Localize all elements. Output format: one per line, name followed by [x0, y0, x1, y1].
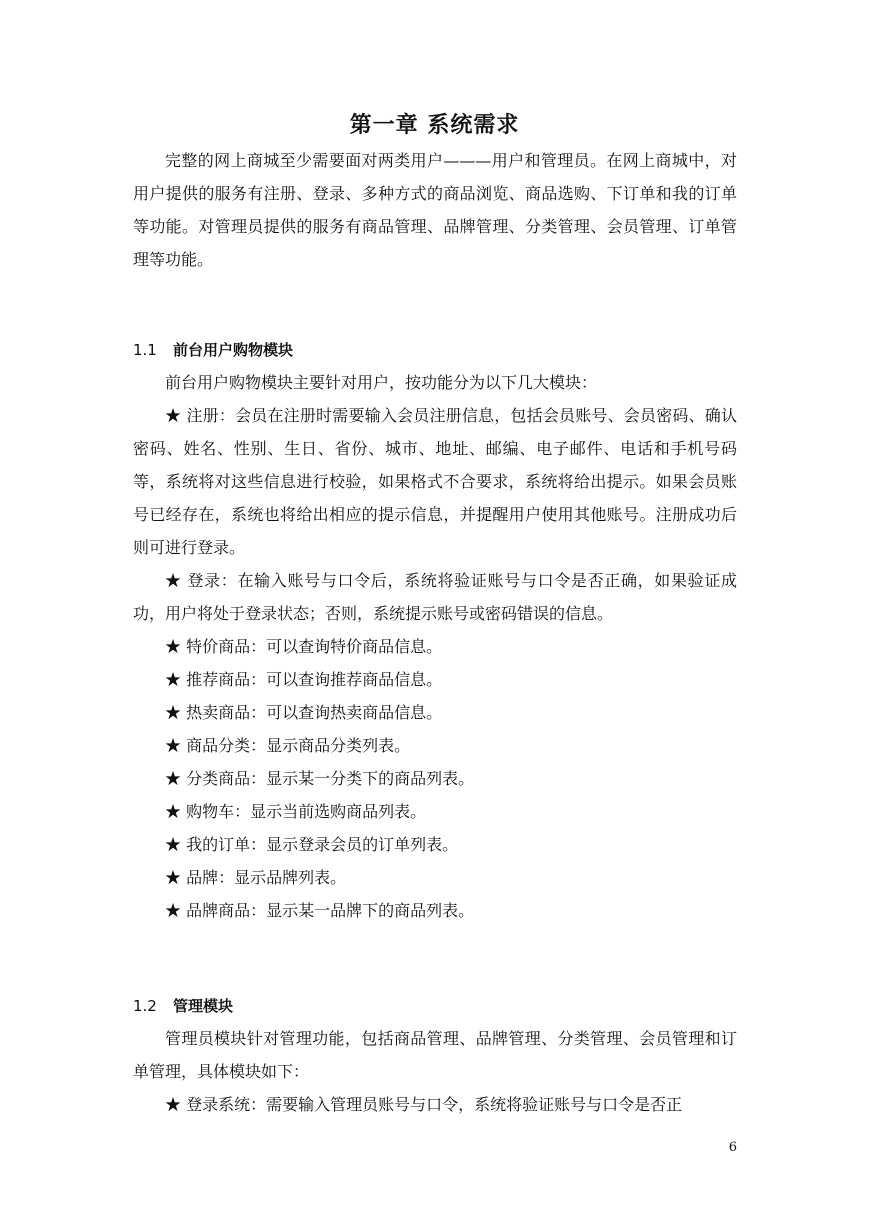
section-number: 1.1 [133, 341, 157, 359]
list-item: ★ 特价商品：可以查询特价商品信息。 [165, 637, 443, 656]
list-item: ★ 热卖商品：可以查询热卖商品信息。 [165, 703, 443, 722]
section2-intro: 管理员模块针对管理功能，包括商品管理、品牌管理、分类管理、会员管理和订单管理，具体模块如下： [133, 1029, 737, 1081]
login-item: ★ 登录：在输入账号与口令后，系统将验证账号与口令是否正确，如果验证成功，用户将处于登录状态；否则，系统提示账号或密码错误的信息。 [133, 571, 737, 623]
list-item: ★ 我的订单：显示登录会员的订单列表。 [165, 835, 459, 854]
register-item: ★ 注册：会员在注册时需要输入会员注册信息，包括会员账号、会员密码、确认密码、姓名、性别、生日、省份、城市、地址、邮编、电子邮件、电话和手机号码等，系统将对这些信息进行校验，如果格式不合要求，系统将给出提示。如果会员账号已经存在，系统也将给出相应的提示信息，并提醒用户使用其他账号。注册成功后则可进行登录。 [133, 406, 737, 557]
page-number: 6 [728, 1140, 737, 1155]
section-title: 管理模块 [173, 997, 234, 1015]
list-item: ★ 购物车：显示当前选购商品列表。 [165, 802, 427, 821]
section-heading-1-2 [133, 995, 233, 1016]
chapter-intro: 完整的网上商城至少需要面对两类用户———用户和管理员。在网上商城中，对用户提供的服务有注册、登录、多种方式的商品浏览、商品选购、下订单和我的订单等功能。对管理员提供的服务有商品管理、品牌管理、分类管理、会员管理、订单管理等功能。 [133, 151, 737, 269]
list-item: ★ 分类商品：显示某一分类下的商品列表。 [165, 769, 475, 788]
section1-intro: 前台用户购物模块主要针对用户，按功能分为以下几大模块： [165, 373, 598, 392]
section-title: 前台用户购物模块 [173, 341, 294, 359]
chapter-title: 第一章 系统需求 [349, 113, 520, 138]
list-item: ★ 品牌：显示品牌列表。 [165, 868, 347, 887]
section-number: 1.2 [133, 997, 157, 1015]
admin-login-item: ★ 登录系统：需要输入管理员账号与口令，系统将验证账号与口令是否正 [165, 1095, 683, 1114]
list-item: ★ 推荐商品：可以查询推荐商品信息。 [165, 670, 443, 689]
list-item: ★ 商品分类：显示商品分类列表。 [165, 736, 411, 755]
section-heading-1-1 [133, 339, 293, 360]
list-item: ★ 品牌商品：显示某一品牌下的商品列表。 [165, 901, 475, 920]
